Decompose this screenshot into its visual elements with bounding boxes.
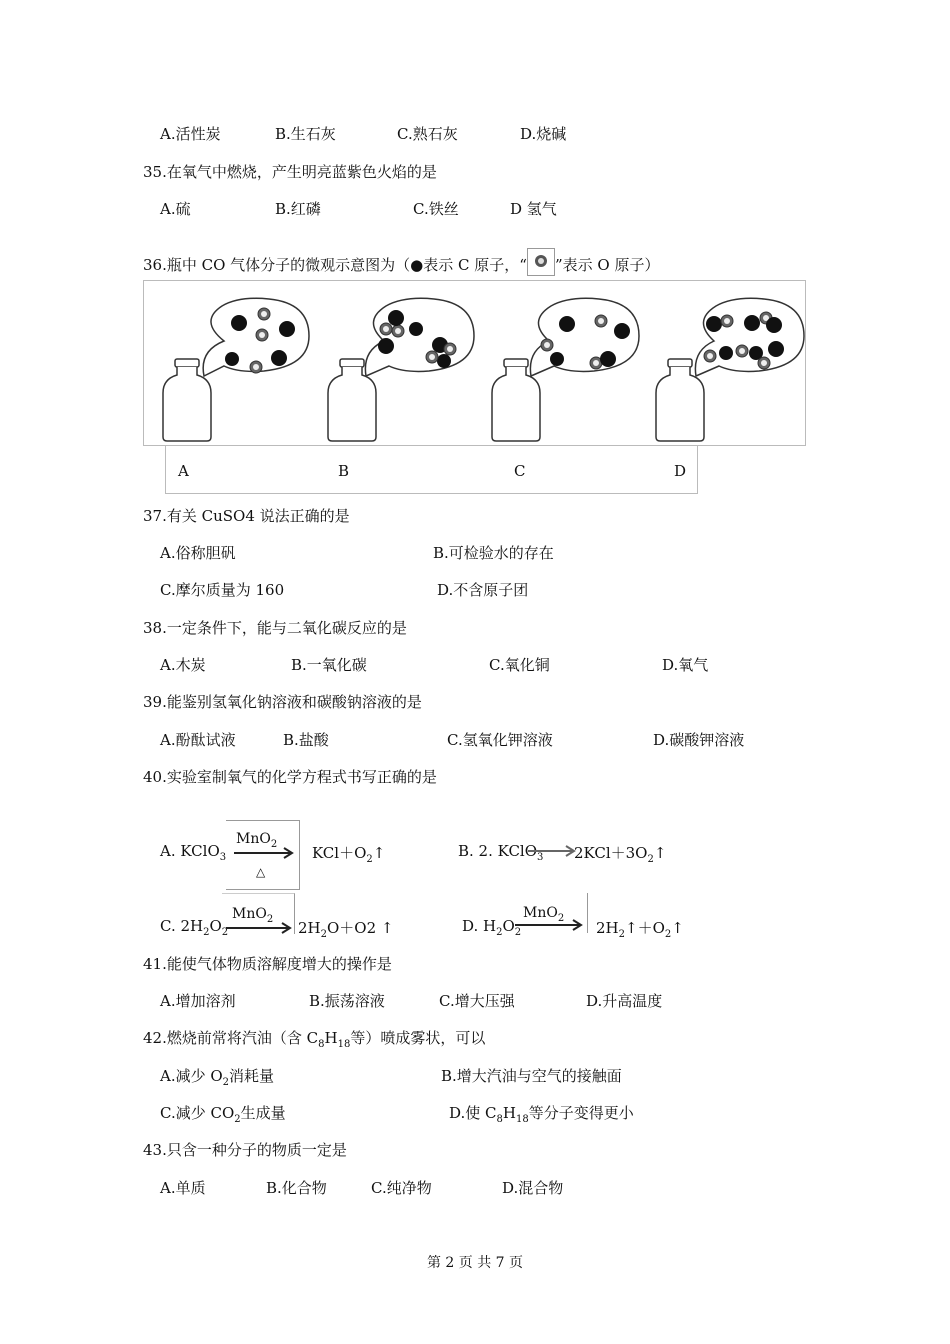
bottle-c-icon xyxy=(492,298,639,441)
co-molecule-diagram xyxy=(143,280,806,446)
q39-option-b: B.盐酸 xyxy=(283,731,329,749)
q37-option-d: D.不含原子团 xyxy=(437,581,529,599)
q35-option-a: A.硫 xyxy=(160,200,191,218)
q43-option-d: D.混合物 xyxy=(502,1179,564,1197)
o-atom-legend-icon xyxy=(527,248,555,276)
q36-stem-post: ”表示 O 原子） xyxy=(554,256,660,274)
q35-option-d: D 氢气 xyxy=(510,200,557,218)
q43-option-c: C.纯净物 xyxy=(371,1179,432,1197)
page-footer: 第 2 页 共 7 页 xyxy=(426,1255,524,1271)
bottle-a-icon xyxy=(163,298,309,441)
q40-option-b-arrow-icon xyxy=(528,845,576,857)
q40-option-a-reactant: A. KClO$_3$ xyxy=(160,842,227,863)
q36-label-box xyxy=(165,446,698,494)
q40-option-a-product: $KCl+O_2↑$ xyxy=(312,844,386,865)
q37-option-c: C.摩尔质量为 160 xyxy=(160,581,285,599)
q36-label-d: D xyxy=(674,462,687,480)
q40-stem: 40.实验室制氧气的化学方程式书写正确的是 xyxy=(143,768,437,786)
q40-option-c-reactant: C. $2H_2O_2$ xyxy=(160,917,229,938)
q41-option-a: A.增加溶剂 xyxy=(160,992,236,1010)
q42-option-b: B.增大汽油与空气的接触面 xyxy=(441,1067,622,1085)
q41-option-d: D.升高温度 xyxy=(586,992,663,1010)
q43-stem: 43.只含一种分子的物质一定是 xyxy=(143,1141,347,1159)
q35-stem: 35.在氧气中燃烧，产生明亮蓝紫色火焰的是 xyxy=(143,163,437,181)
q43-option-b: B.化合物 xyxy=(266,1179,327,1197)
q42-option-c: C.减少 $CO_2$生成量 xyxy=(160,1104,286,1125)
q36-label-c: C xyxy=(514,462,526,480)
q35-option-c: C.铁丝 xyxy=(413,200,459,218)
q42-option-d: D.使 $C_8H_{18}$等分子变得更小 xyxy=(449,1104,634,1125)
q40-option-a-arrow: MnO$_2$ △ xyxy=(226,820,300,890)
q42-stem: 42.燃烧前常将汽油（含 $C_8H_{18}$等）喷成雾状，可以 xyxy=(143,1029,486,1050)
q37-option-a: A.俗称胆矾 xyxy=(160,544,236,562)
q36-stem-pre: 36.瓶中 CO 气体分子的微观示意图为（●表示 C 原子，“ xyxy=(143,256,527,274)
q34-option-a: A.活性炭 xyxy=(160,125,221,143)
q40-option-b-product: $2KCl+3O_2↑$ xyxy=(574,844,667,865)
q36-label-a: A xyxy=(178,462,189,480)
bottle-d-icon xyxy=(656,298,804,441)
q39-option-c: C.氢氧化钾溶液 xyxy=(447,731,553,749)
q34-option-d: D.烧碱 xyxy=(520,125,567,143)
q36-stem xyxy=(143,252,659,280)
q40-option-d-reactant: D. $H_2O_2$ xyxy=(462,917,522,938)
q40-option-c-product: $2H_2O+O2$ ↑ xyxy=(298,919,394,940)
q40-option-d-product: $2H_2↑+O_2↑$ xyxy=(596,919,684,940)
q40-option-c-arrow: MnO$_2$ xyxy=(222,893,295,934)
q42-option-a: A.减少 $O_2$消耗量 xyxy=(160,1067,275,1088)
q39-option-d: D.碳酸钾溶液 xyxy=(653,731,745,749)
q41-option-b: B.振荡溶液 xyxy=(309,992,385,1010)
q37-stem: 37.有关 CuSO4 说法正确的是 xyxy=(143,507,350,525)
q38-option-d: D.氧气 xyxy=(662,656,709,674)
q39-stem: 39.能鉴别氢氧化钠溶液和碳酸钠溶液的是 xyxy=(143,693,422,711)
q36-label-b: B xyxy=(338,462,350,480)
q35-option-b: B.红磷 xyxy=(275,200,321,218)
q37-option-b: B.可检验水的存在 xyxy=(433,544,554,562)
bottle-b-icon xyxy=(328,298,474,441)
q43-option-a: A.单质 xyxy=(160,1179,206,1197)
q39-option-a: A.酚酞试液 xyxy=(160,731,236,749)
q34-option-c: C.熟石灰 xyxy=(397,125,458,143)
q38-option-b: B.一氧化碳 xyxy=(291,656,367,674)
q41-option-c: C.增大压强 xyxy=(439,992,515,1010)
q38-option-c: C.氧化铜 xyxy=(489,656,550,674)
q41-stem: 41.能使气体物质溶解度增大的操作是 xyxy=(143,955,392,973)
q38-option-a: A.木炭 xyxy=(160,656,206,674)
q38-stem: 38.一定条件下，能与二氧化碳反应的是 xyxy=(143,619,407,637)
q40-option-b-reactant: B. 2. KClO$_3$ xyxy=(458,842,544,863)
q34-option-b: B.生石灰 xyxy=(275,125,336,143)
q40-option-d-arrow: MnO$_2$ xyxy=(513,893,588,933)
